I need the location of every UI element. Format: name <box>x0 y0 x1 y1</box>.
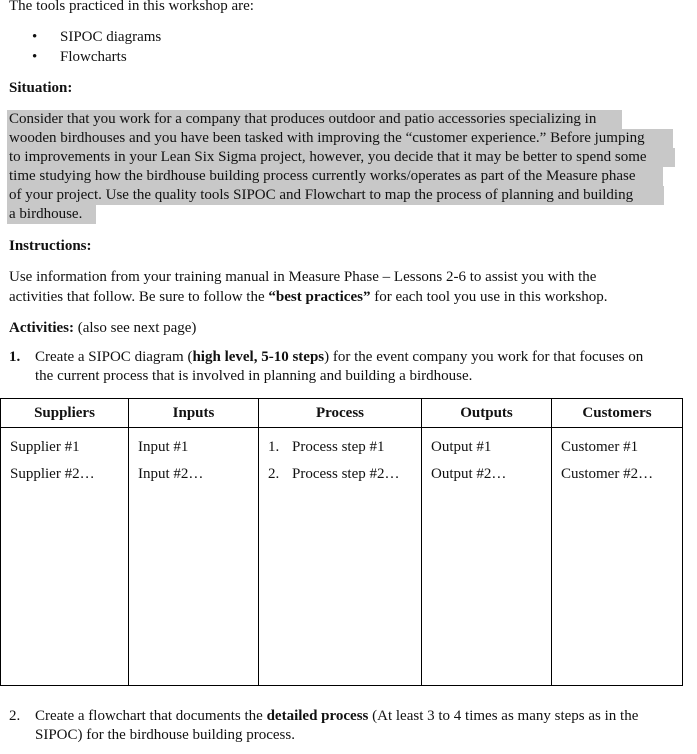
supplier-item: Supplier #2… <box>10 466 95 482</box>
tool-item-sipoc: SIPOC diagrams <box>60 29 162 45</box>
header-customers: Customers <box>552 399 683 428</box>
customers-cell <box>552 428 683 686</box>
process-step: 2. Process step #2… <box>268 466 400 482</box>
best-practices-emphasis: “best practices” <box>268 289 371 305</box>
tool-item-flowcharts: Flowcharts <box>60 49 127 65</box>
supplier-item: Supplier #1 <box>10 439 80 455</box>
header-process: Process <box>259 399 422 428</box>
instructions-line-1: Use information from your training manual in Measure Phase – Lessons 2-6 to assist you with the <box>9 269 597 285</box>
item-1-number: 1. <box>9 349 21 365</box>
sipoc-table <box>0 398 683 686</box>
table-row <box>1 428 683 686</box>
item-2-text-line-2: SIPOC) for the birdhouse building process. <box>35 727 295 743</box>
output-item: Output #2… <box>431 466 507 482</box>
situation-line: Consider that you work for a company that produces outdoor and patio accessories specializing in <box>9 111 597 127</box>
item-1-text-line-2: the current process that is involved in planning and building a birdhouse. <box>35 368 473 384</box>
process-step: 1. Process step #1 <box>268 439 385 455</box>
outputs-cell <box>422 428 552 686</box>
process-cell <box>259 428 422 686</box>
item-2-text: Create a flowchart that documents the detailed process (At least 3 to 4 times as many steps as in the <box>35 708 639 724</box>
situation-heading: Situation: <box>9 80 73 96</box>
bullet-icon: • <box>32 49 38 65</box>
inputs-cell <box>129 428 259 686</box>
suppliers-cell <box>1 428 129 686</box>
customer-item: Customer #2… <box>561 466 654 482</box>
intro-text: The tools practiced in this workshop are: <box>9 0 254 14</box>
situation-line: wooden birdhouses and you have been tasked with improving the “customer experience.” Before jumping <box>9 130 645 146</box>
item-1-text: Create a SIPOC diagram (high level, 5-10 steps) for the event company you work for that focuses on <box>35 349 644 365</box>
input-item: Input #2… <box>138 466 204 482</box>
situation-line: time studying how the birdhouse building process currently works/operates as part of the Measure phase <box>9 168 636 184</box>
instructions-line-2: activities that follow. Be sure to follow the “best practices” for each tool you use in this workshop. <box>9 289 608 305</box>
situation-line: a birdhouse. <box>9 206 83 222</box>
item-2-number: 2. <box>9 708 21 724</box>
activities-heading: Activities: (also see next page) <box>9 320 197 336</box>
header-suppliers: Suppliers <box>1 399 129 428</box>
input-item: Input #1 <box>138 439 189 455</box>
situation-line: of your project. Use the quality tools SIPOC and Flowchart to map the process of planning and building <box>9 187 634 203</box>
bullet-icon: • <box>32 29 38 45</box>
instructions-heading: Instructions: <box>9 238 92 254</box>
header-outputs: Outputs <box>422 399 552 428</box>
situation-line: to improvements in your Lean Six Sigma project, however, you decide that it may be better to spend some <box>9 149 647 165</box>
table-header-row <box>1 399 683 428</box>
header-inputs: Inputs <box>129 399 259 428</box>
customer-item: Customer #1 <box>561 439 639 455</box>
output-item: Output #1 <box>431 439 492 455</box>
